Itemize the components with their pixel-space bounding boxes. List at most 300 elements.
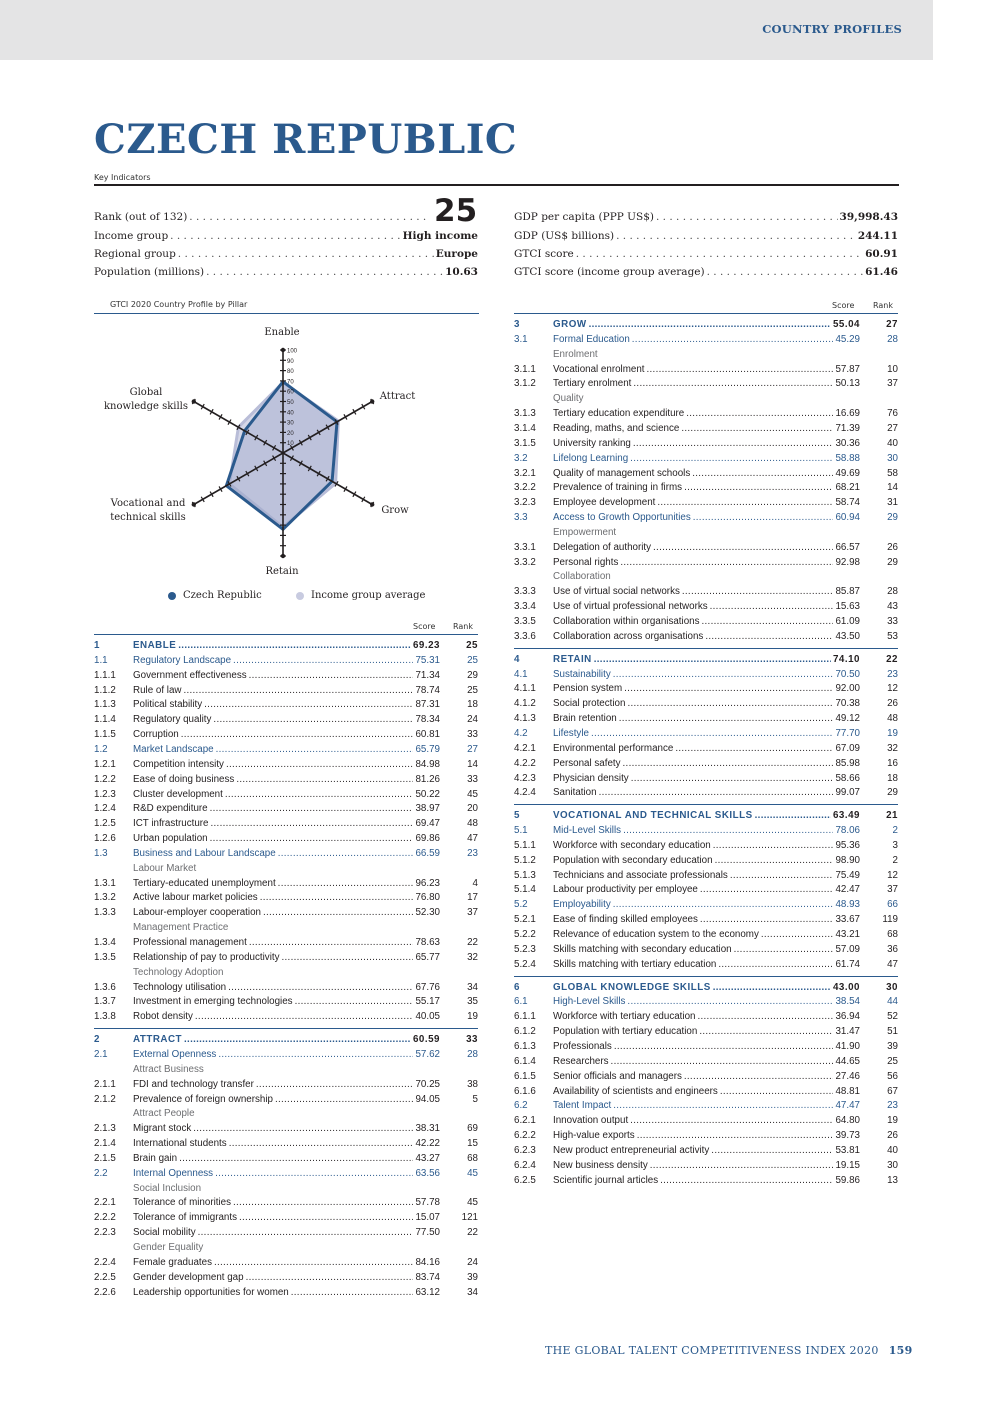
radar-chart [94, 318, 479, 586]
row-label: Relationship of pay to productivity [133, 951, 280, 963]
row-label: Lifelong Learning [553, 452, 629, 464]
leader-dots [711, 1145, 833, 1156]
row-label: Environmental performance [553, 742, 674, 754]
row-score: 98.90 [835, 854, 860, 866]
row-label: Employee development [553, 497, 656, 509]
row-code: 1.3.1 [94, 877, 116, 889]
row-score: 61.74 [835, 958, 860, 970]
indicator-row [514, 1011, 898, 1026]
leader-dots [632, 334, 834, 345]
indicator-row [514, 423, 898, 438]
row-label: Relevance of education system to the economy [553, 929, 759, 940]
leader-dots [233, 1197, 413, 1208]
indicator-row [514, 870, 898, 885]
leader-dots [755, 810, 831, 821]
leader-dots [260, 892, 414, 903]
row-code: 5.1 [514, 825, 528, 837]
pillar-divider [514, 976, 898, 977]
row-label: Senior officials and managers [553, 1070, 682, 1082]
row-label: Competition intensity [133, 758, 224, 770]
row-rank: 31 [887, 497, 898, 509]
row-code: 1.3 [94, 847, 108, 859]
row-code: 4.1.3 [514, 713, 536, 725]
leader-dots [189, 211, 430, 223]
row-code: 6.2.5 [514, 1174, 536, 1186]
row-code: 1 [94, 640, 100, 651]
divider [94, 184, 899, 186]
row-code: 3.3 [514, 512, 528, 524]
leader-dots [681, 423, 833, 434]
leader-dots [720, 1086, 834, 1097]
row-code: 5.1.2 [514, 854, 536, 866]
group-label: Quality [553, 393, 584, 405]
row-code: 1.1.5 [94, 729, 116, 741]
group-heading [94, 922, 478, 937]
pillar-row [514, 810, 898, 825]
key-indicator-row [514, 230, 898, 246]
row-score: 92.00 [835, 683, 860, 695]
row-rank: 3 [892, 839, 898, 851]
indicator-row [94, 1011, 478, 1026]
row-rank: 23 [467, 847, 478, 859]
leader-dots [184, 1034, 411, 1045]
row-rank: 14 [887, 482, 898, 494]
indicator-row [94, 1153, 478, 1168]
axis-end-marker [192, 502, 196, 506]
indicator-value: High income [402, 230, 478, 242]
row-code: 3 [514, 319, 520, 330]
leader-dots [589, 319, 831, 330]
row-label: Innovation output [553, 1115, 629, 1127]
axis-label-retain: Retain [265, 566, 299, 577]
leader-dots [282, 952, 414, 963]
leader-dots [178, 248, 434, 260]
row-label: High-value exports [553, 1130, 635, 1142]
row-score: 15.07 [415, 1212, 440, 1224]
indicator-row [94, 1227, 478, 1242]
row-rank: 39 [887, 1040, 898, 1052]
row-code: 2.2.4 [94, 1256, 116, 1268]
row-code: 6.1.3 [514, 1040, 536, 1052]
row-score: 30.36 [835, 437, 860, 449]
row-rank: 32 [467, 951, 478, 963]
leader-dots [215, 1168, 413, 1179]
pillar-row [94, 1034, 478, 1049]
row-code: 2.1.5 [94, 1152, 116, 1164]
leader-dots [700, 914, 834, 925]
row-code: 6.2.3 [514, 1144, 536, 1156]
row-rank: 33 [467, 729, 478, 741]
tick-label: 20 [287, 430, 294, 437]
row-code: 4.1.2 [514, 698, 536, 710]
row-code: 4.2 [514, 727, 528, 739]
indicator-row [514, 601, 898, 616]
row-label: Availability of scientists and engineers [553, 1085, 718, 1097]
row-code: 1.1.1 [94, 669, 116, 681]
row-code: 2.2.2 [94, 1212, 116, 1224]
indicator-row [514, 743, 898, 758]
indicator-label: Rank (out of 132) [94, 211, 188, 223]
row-rank: 40 [887, 1144, 898, 1156]
leader-dots [233, 655, 413, 666]
row-score: 50.22 [415, 788, 440, 800]
leader-dots [624, 683, 833, 694]
leader-dots [213, 714, 413, 725]
row-score: 94.05 [415, 1093, 440, 1105]
leader-dots [225, 789, 414, 800]
sub-pillar-row [514, 453, 898, 468]
row-rank: 23 [887, 668, 898, 680]
group-heading [94, 967, 478, 982]
footer-title: THE GLOBAL TALENT COMPETITIVENESS INDEX 2020 [545, 1344, 879, 1357]
row-rank: 19 [887, 727, 898, 739]
legend-label: Czech Republic [183, 590, 262, 601]
row-score: 38.54 [835, 996, 860, 1008]
legend-label: Income group average [311, 590, 426, 601]
row-code: 6.1.2 [514, 1026, 536, 1038]
row-rank: 10 [887, 363, 898, 375]
row-label: Tertiary-educated unemployment [133, 877, 276, 889]
row-rank: 2 [892, 854, 898, 866]
row-rank: 18 [887, 772, 898, 784]
row-rank: 56 [887, 1070, 898, 1082]
leader-dots [256, 1079, 414, 1090]
indicator-label: GDP per capita (PPP US$) [514, 211, 654, 223]
leader-dots [715, 855, 834, 866]
row-label: Ease of finding skilled employees [553, 914, 698, 926]
row-rank: 15 [467, 1138, 478, 1150]
indicator-row [514, 683, 898, 698]
indicator-row [514, 773, 898, 788]
row-code: 2.2.3 [94, 1227, 116, 1239]
row-label: GLOBAL KNOWLEDGE SKILLS [553, 981, 711, 993]
page-number: 159 [888, 1344, 913, 1357]
row-label: Workforce with tertiary education [553, 1011, 696, 1023]
group-heading [514, 571, 898, 586]
leader-dots [692, 468, 833, 479]
row-rank: 25 [466, 640, 478, 651]
row-code: 1.2 [94, 743, 108, 755]
row-rank: 26 [887, 541, 898, 553]
row-rank: 68 [887, 929, 898, 940]
row-rank: 34 [467, 981, 478, 993]
indicator-row [94, 892, 478, 907]
row-label: Corruption [133, 729, 179, 741]
row-label: Collaboration across organisations [553, 630, 704, 642]
row-score: 65.77 [415, 951, 440, 963]
row-code: 2.2.5 [94, 1271, 116, 1283]
leader-dots [627, 996, 833, 1007]
key-indicator-row [514, 266, 898, 282]
row-rank: 29 [887, 787, 898, 799]
row-code: 4.2.4 [514, 787, 536, 799]
row-code: 1.2.3 [94, 788, 116, 800]
row-rank: 12 [887, 869, 898, 881]
indicator-row [514, 787, 898, 802]
leader-dots [204, 699, 413, 710]
sub-pillar-row [94, 744, 478, 759]
row-score: 75.49 [835, 869, 860, 881]
leader-dots [275, 1094, 414, 1105]
group-label: Gender Equality [133, 1242, 204, 1253]
leader-dots [713, 982, 831, 993]
overall-rank-value: 25 [434, 193, 478, 229]
leader-dots [682, 586, 834, 597]
footer [545, 1344, 913, 1357]
row-rank: 29 [887, 512, 898, 524]
leader-dots [656, 211, 838, 223]
group-heading [94, 1183, 478, 1198]
row-rank: 30 [887, 1159, 898, 1171]
indicator-row [514, 713, 898, 728]
row-label: Sanitation [553, 787, 597, 799]
indicator-row [514, 1130, 898, 1145]
row-score: 58.88 [835, 452, 860, 464]
indicator-row [94, 818, 478, 833]
indicator-row [514, 616, 898, 631]
row-label: Sustainability [553, 668, 611, 680]
row-label: Cluster development [133, 788, 223, 800]
leader-dots [613, 899, 834, 910]
row-code: 1.3.6 [94, 981, 116, 993]
tick-label: 100 [287, 348, 298, 355]
row-label: Delegation of authority [553, 541, 652, 553]
row-rank: 121 [461, 1212, 478, 1224]
leader-dots [179, 1153, 413, 1164]
tick-label: 70 [287, 379, 294, 386]
leader-dots [619, 713, 834, 724]
indicator-row [94, 774, 478, 789]
row-score: 70.25 [415, 1078, 440, 1090]
group-heading [514, 527, 898, 542]
row-label: Population with secondary education [553, 854, 713, 866]
row-score: 75.31 [415, 654, 440, 666]
indicator-row [94, 1123, 478, 1138]
indicator-row [514, 1175, 898, 1190]
row-code: 5.2.1 [514, 914, 536, 926]
axis-label-vocational: Vocational and technical skills [110, 498, 186, 523]
axis-label-grow: Grow [381, 505, 409, 516]
row-rank: 33 [887, 616, 898, 627]
row-code: 6.2.1 [514, 1115, 536, 1127]
indicator-row [514, 542, 898, 557]
group-label: Technology Adoption [133, 966, 224, 978]
row-label: R&D expenditure [133, 803, 208, 815]
row-score: 74.10 [832, 653, 860, 665]
pillar-row [94, 640, 478, 655]
leader-dots [657, 497, 833, 508]
row-score: 69.23 [412, 640, 440, 651]
row-label: Active labour market policies [133, 892, 258, 904]
page-title: CZECH REPUBLIC [94, 116, 518, 163]
leader-dots [650, 1160, 834, 1171]
row-score: 43.00 [832, 981, 860, 993]
indicator-value: 60.91 [865, 248, 898, 260]
row-label: Use of virtual social networks [553, 586, 680, 598]
leader-dots [576, 248, 863, 260]
leader-dots [761, 929, 834, 940]
row-label: Vocational enrolment [553, 363, 645, 375]
key-indicator-row [94, 248, 478, 264]
indicator-row [514, 468, 898, 483]
group-heading [94, 1242, 478, 1257]
row-rank: 25 [887, 1055, 898, 1067]
row-rank: 40 [887, 437, 898, 449]
indicator-row [514, 1041, 898, 1056]
leader-dots [633, 438, 834, 449]
row-score: 84.16 [415, 1256, 440, 1268]
row-code: 5.2.4 [514, 958, 536, 970]
row-score: 58.74 [835, 497, 860, 509]
row-rank: 38 [467, 1078, 478, 1090]
row-rank: 27 [886, 319, 898, 330]
row-rank: 43 [887, 601, 898, 613]
row-rank: 25 [467, 684, 478, 696]
row-code: 6.2.2 [514, 1130, 536, 1142]
row-label: ENABLE [133, 640, 177, 651]
pillar-divider [514, 648, 898, 649]
row-code: 5.1.1 [514, 839, 536, 851]
leader-dots [616, 230, 856, 242]
leader-dots [647, 364, 834, 375]
leader-dots [697, 1011, 833, 1022]
legend-dot-average [296, 592, 304, 600]
leader-dots [210, 803, 414, 814]
key-indicators-label: Key Indicators [94, 173, 151, 182]
row-rank: 35 [467, 996, 478, 1008]
indicator-row [514, 944, 898, 959]
indicator-label: Income group [94, 230, 169, 242]
indicator-row [514, 959, 898, 974]
row-rank: 36 [887, 943, 898, 955]
row-code: 1.3.3 [94, 907, 116, 919]
row-rank: 37 [887, 378, 898, 390]
row-label: External Openness [133, 1048, 217, 1060]
row-label: Formal Education [553, 333, 630, 345]
leader-dots [246, 1272, 414, 1283]
row-code: 3.3.6 [514, 630, 536, 642]
group-heading [94, 1108, 478, 1123]
row-rank: 28 [887, 333, 898, 345]
row-score: 55.17 [415, 996, 440, 1008]
row-code: 3.3.1 [514, 541, 536, 553]
row-rank: 5 [472, 1093, 478, 1105]
row-score: 43.27 [415, 1152, 440, 1164]
row-label: Personal rights [553, 556, 619, 568]
pillar-row [514, 982, 898, 997]
leader-dots [614, 1041, 834, 1052]
row-label: Brain retention [553, 713, 617, 725]
indicator-row [94, 803, 478, 818]
row-score: 78.74 [415, 684, 440, 696]
row-label: Brain gain [133, 1152, 178, 1164]
indicator-row [514, 1056, 898, 1071]
tick-label: 40 [287, 410, 294, 417]
row-rank: 16 [887, 757, 898, 769]
row-code: 1.3.8 [94, 1011, 116, 1023]
row-score: 67.09 [835, 742, 860, 754]
row-label: Tolerance of immigrants [133, 1212, 237, 1224]
row-score: 81.26 [415, 773, 440, 785]
row-score: 68.21 [835, 482, 860, 494]
row-label: Regulatory quality [133, 714, 212, 726]
indicator-row [94, 729, 478, 744]
leader-dots [239, 1212, 413, 1223]
indicator-row [514, 557, 898, 572]
indicator-value: 10.63 [445, 266, 478, 278]
leader-dots [249, 670, 414, 681]
leader-dots [218, 1049, 413, 1060]
indicator-value: 39,998.43 [839, 211, 898, 223]
indicator-label: GTCI score (income group average) [514, 266, 705, 278]
indicator-row [514, 1086, 898, 1101]
row-rank: 18 [467, 699, 478, 711]
row-score: 84.98 [415, 758, 440, 770]
indicator-row [514, 884, 898, 899]
row-rank: 2 [892, 825, 898, 837]
group-label: Collaboration [553, 571, 611, 583]
indicator-row [514, 929, 898, 944]
indicator-row [94, 907, 478, 922]
leader-dots [623, 825, 833, 836]
leader-dots [630, 453, 833, 464]
row-label: Personal safety [553, 757, 621, 769]
leader-dots [623, 758, 834, 769]
leader-dots [216, 744, 414, 755]
row-rank: 58 [887, 467, 898, 479]
indicator-row [514, 631, 898, 646]
leader-dots [620, 557, 833, 568]
row-code: 1.1.3 [94, 699, 116, 711]
group-heading [514, 393, 898, 408]
row-rank: 66 [887, 899, 898, 911]
row-rank: 51 [887, 1026, 898, 1038]
indicator-row [94, 714, 478, 729]
indicator-row [514, 482, 898, 497]
leader-dots [613, 1100, 833, 1111]
indicator-row [514, 855, 898, 870]
row-code: 5.2.3 [514, 943, 536, 955]
indicator-row [94, 1287, 478, 1302]
leader-dots [295, 996, 414, 1007]
row-rank: 29 [887, 556, 898, 568]
key-indicator-row [94, 266, 478, 282]
leader-dots [236, 774, 413, 785]
row-code: 1.3.5 [94, 951, 116, 963]
indicator-row [94, 759, 478, 774]
indicator-row [94, 699, 478, 714]
row-code: 1.3.7 [94, 996, 116, 1008]
axis-end-marker [281, 554, 285, 558]
row-rank: 22 [467, 1227, 478, 1239]
row-rank: 45 [467, 1197, 478, 1209]
row-rank: 34 [467, 1286, 478, 1298]
indicator-row [94, 1272, 478, 1287]
key-indicator-row [514, 248, 898, 264]
row-rank: 45 [467, 788, 478, 800]
row-label: Pension system [553, 683, 623, 695]
row-score: 99.07 [835, 787, 860, 799]
row-score: 43.21 [835, 929, 860, 940]
row-code: 6.2 [514, 1100, 528, 1112]
leader-dots [228, 982, 413, 993]
row-code: 5.1.4 [514, 884, 536, 896]
row-label: FDI and technology transfer [133, 1078, 254, 1090]
indicator-row [514, 1115, 898, 1130]
row-code: 3.1.3 [514, 408, 536, 420]
row-code: 1.3.2 [94, 892, 116, 904]
leader-dots [702, 616, 834, 627]
